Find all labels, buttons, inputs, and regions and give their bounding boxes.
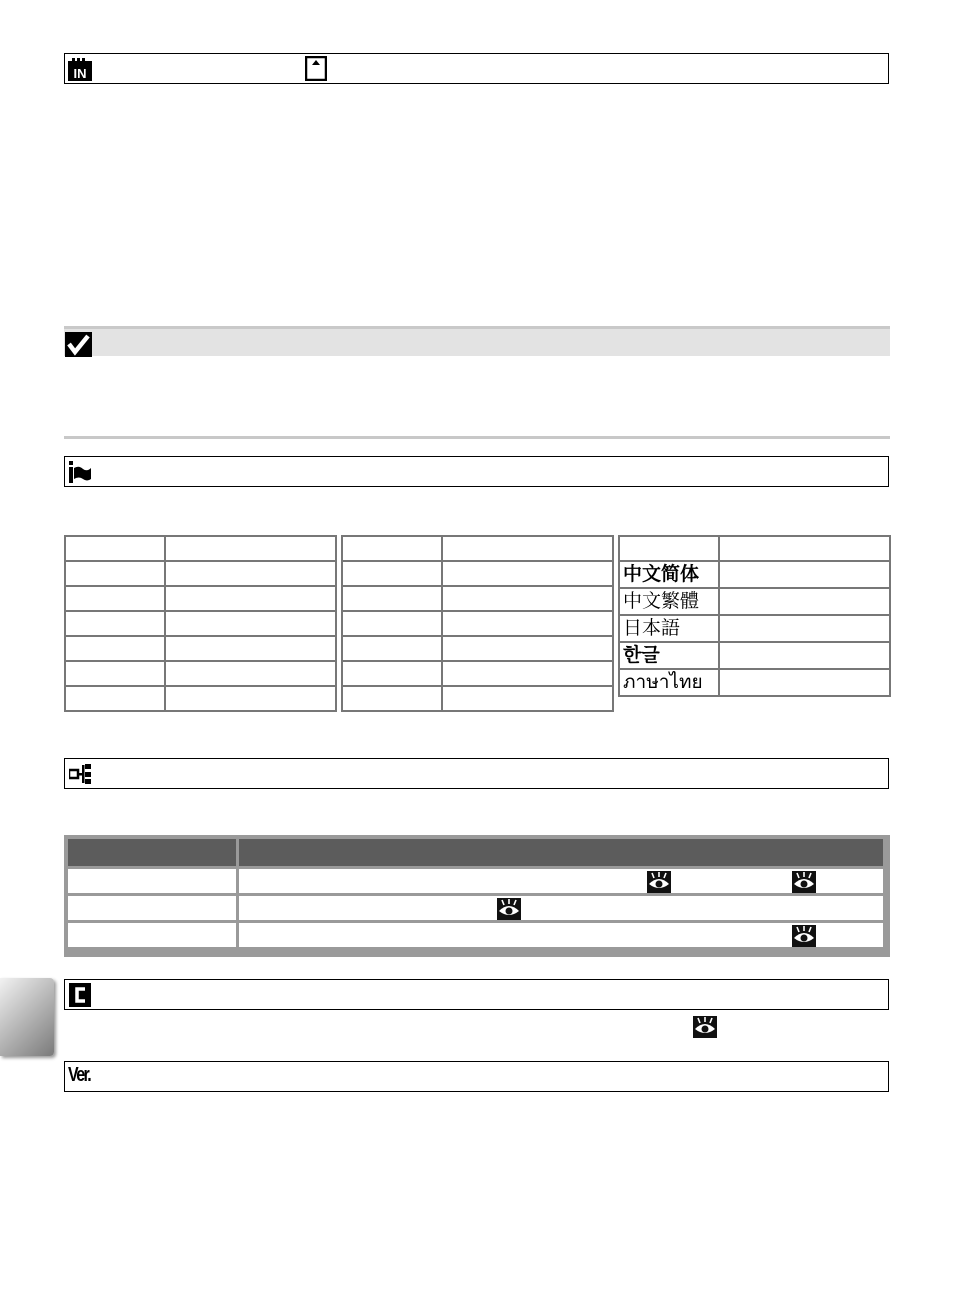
- eye-reference-icon: [792, 871, 816, 893]
- note-bar: [64, 326, 890, 356]
- lang-thai: ภาษาไทย: [619, 669, 719, 696]
- table-row: [68, 893, 883, 920]
- table-row: [65, 661, 336, 686]
- table-row: [65, 636, 336, 661]
- reset-header: [64, 979, 889, 1010]
- table-row: [342, 636, 613, 661]
- table-row: [65, 586, 336, 611]
- table-row: [68, 866, 883, 893]
- table-row: [619, 536, 890, 561]
- table-row: [342, 661, 613, 686]
- table-header-row: [68, 839, 883, 866]
- table-row: [619, 669, 890, 696]
- language-table-1: [64, 535, 337, 712]
- lang-traditional-chinese: 中文繁體: [619, 588, 719, 615]
- eye-reference-icon: [693, 1016, 717, 1038]
- version-label: Ver.: [68, 1064, 91, 1086]
- table-row: [619, 642, 890, 669]
- reset-c-icon: [69, 983, 91, 1011]
- svg-text:IN: IN: [73, 66, 87, 81]
- storage-header: [64, 53, 889, 84]
- lang-korean: 한글: [619, 642, 719, 669]
- interface-icon: [69, 764, 93, 788]
- table-row: [65, 561, 336, 586]
- table-row: [65, 611, 336, 636]
- table-row: [619, 561, 890, 588]
- eye-reference-icon: [792, 925, 816, 947]
- table-row: [68, 920, 883, 947]
- language-table-2: [341, 535, 614, 712]
- interface-table-frame: [64, 835, 890, 957]
- table-row: [65, 536, 336, 561]
- language-header: [64, 456, 889, 487]
- table-row: [342, 586, 613, 611]
- table-row: [619, 615, 890, 642]
- table-row: [342, 611, 613, 636]
- language-table-3: [618, 535, 891, 697]
- checkmark-icon: [65, 332, 92, 357]
- table-row: [619, 588, 890, 615]
- section-divider: [64, 436, 890, 439]
- lang-japanese: 日本語: [619, 615, 719, 642]
- interface-header: [64, 758, 889, 789]
- memory-card-icon: [305, 56, 327, 85]
- side-tab: [0, 978, 54, 1056]
- lang-simplified-chinese: 中文简体: [619, 561, 719, 588]
- language-flag-icon: [69, 461, 91, 487]
- version-header: [64, 1061, 889, 1092]
- interface-table: [68, 839, 883, 947]
- table-row: [65, 686, 336, 711]
- internal-memory-icon: [68, 58, 92, 85]
- eye-reference-icon: [497, 898, 521, 920]
- eye-reference-icon: [647, 871, 671, 893]
- table-row: [342, 561, 613, 586]
- table-row: [342, 686, 613, 711]
- table-row: [342, 536, 613, 561]
